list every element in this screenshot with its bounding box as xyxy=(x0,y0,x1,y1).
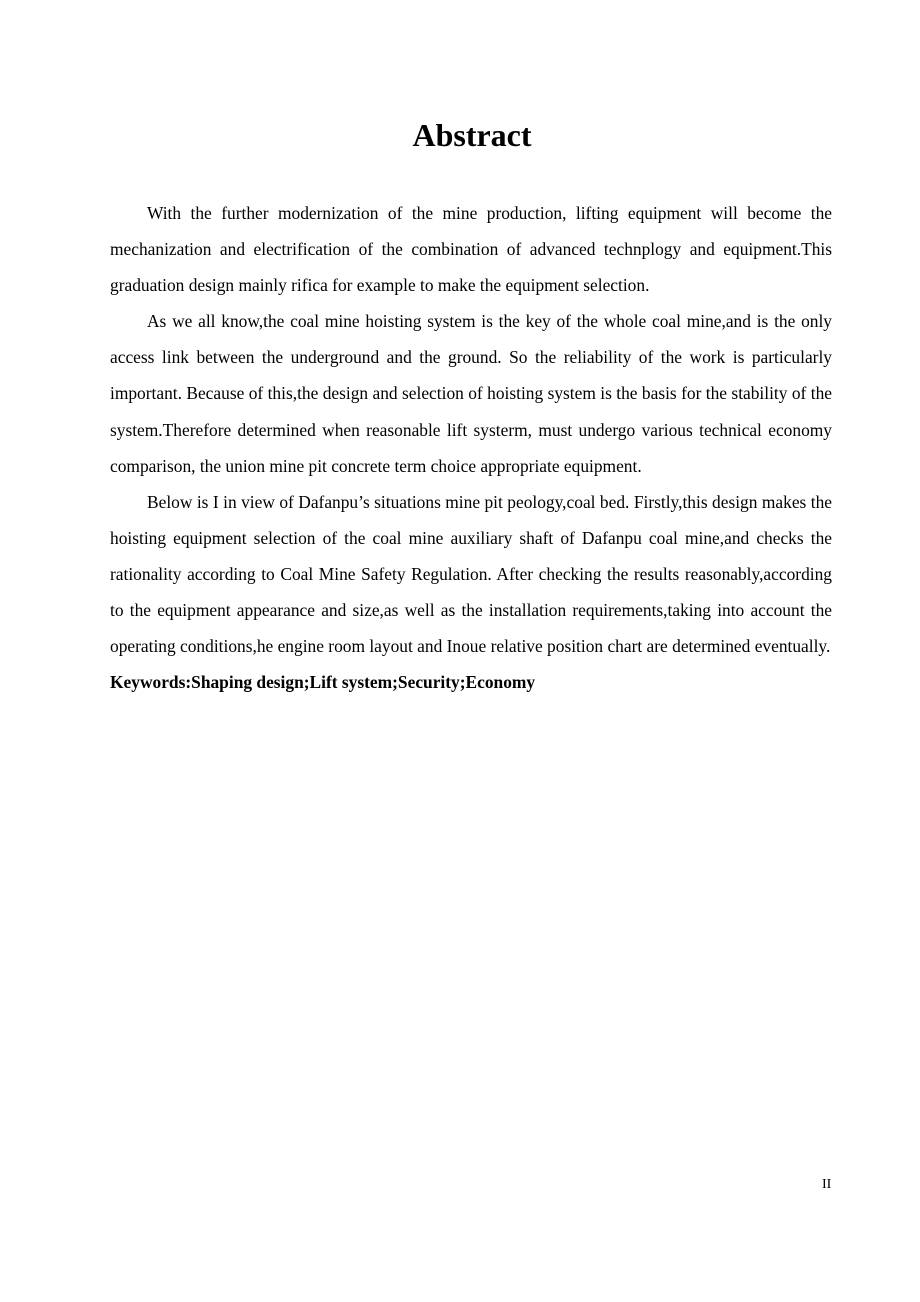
abstract-paragraph-3: Below is I in view of Dafanpu’s situations mine pit peology,coal bed. Firstly,this design makes the hoisting equipment selection of the coal mine auxiliary shaft of Dafanpu coal mine,and checks the rationality according to Coal Mine Safety Regulation. After checking the results reasonably,according to the equipment appearance and size,as well as the installation requirements,taking into account the operating conditions,he engine room layout and Inoue relative position chart are determined eventually. xyxy=(110,491,832,657)
page-number: II xyxy=(822,1177,832,1192)
abstract-body xyxy=(110,195,832,700)
abstract-paragraph-1: With the further modernization of the mine production, lifting equipment will become the mechanization and electrification of the combination of advanced technplogy and equipment.This graduation design mainly rifica for example to make the equipment selection. xyxy=(110,203,832,296)
abstract-paragraph-2: As we all know,the coal mine hoisting system is the key of the whole coal mine,and is the only access link between the underground and the ground. So the reliability of the work is particularly important. Because of this,the design and selection of hoisting system is the basis for the stability of the system.Therefore determined when reasonable lift systerm, must undergo various technical economy comparison, the union mine pit concrete term choice appropriate equipment. xyxy=(110,311,832,476)
keywords-line: Keywords:Shaping design;Lift system;Security;Economy xyxy=(110,672,536,693)
abstract-title: Abstract xyxy=(412,117,532,153)
